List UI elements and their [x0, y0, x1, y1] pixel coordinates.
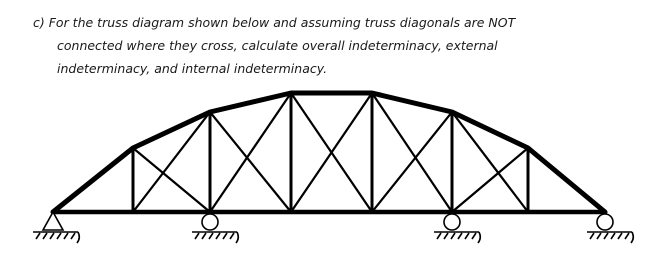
roller-support-2: [434, 214, 480, 243]
question-line-2: connected where they cross, calculate overall indeterminacy, external: [57, 38, 498, 53]
roller-support-3: [587, 214, 633, 243]
question-line-3: indeterminacy, and internal indeterminacy.: [57, 61, 328, 76]
question-line-1: c) For the truss diagram shown below and assuming truss diagonals are NOT: [33, 15, 516, 30]
question-label: c): [33, 15, 45, 30]
diagonals: [133, 93, 528, 212]
roller-support-1: [192, 214, 238, 243]
pin-support: [33, 212, 79, 243]
